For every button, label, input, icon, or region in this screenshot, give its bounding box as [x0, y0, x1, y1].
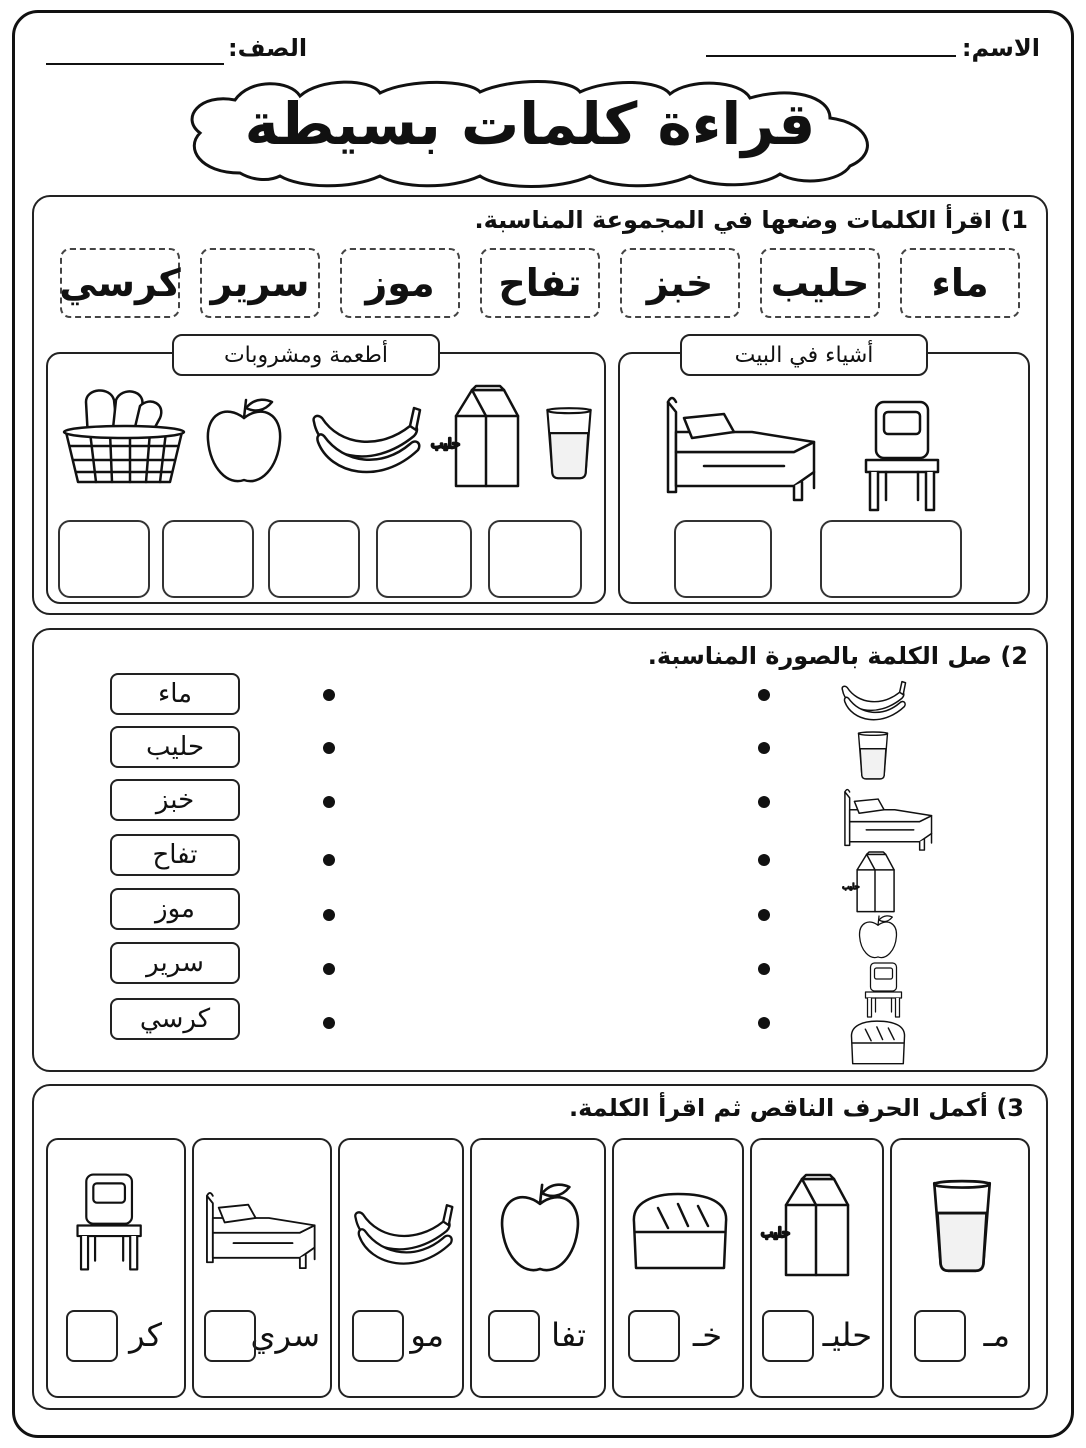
apple-icon [498, 1180, 582, 1276]
letter-box[interactable] [914, 1310, 966, 1362]
bed-icon [842, 786, 938, 856]
letter-box[interactable] [352, 1310, 404, 1362]
picture-dot[interactable] [758, 689, 770, 701]
drop-box-food-1[interactable] [58, 520, 150, 598]
word-dot[interactable] [323, 909, 335, 921]
match-word-milk[interactable]: حليب [110, 726, 240, 768]
q1-instruction: 1) اقرأ الكلمات وضعها في المجموعة المناسبة. [474, 206, 1028, 234]
word-card-milk[interactable]: حليب [760, 248, 880, 318]
word-dot[interactable] [323, 1017, 335, 1029]
letter-box[interactable] [488, 1310, 540, 1362]
word-card-water[interactable]: ماء [900, 248, 1020, 318]
match-word-banana[interactable]: موز [110, 888, 240, 930]
q3-card-bed [192, 1138, 332, 1398]
name-line[interactable] [706, 55, 956, 57]
word-fragment: حليـ [822, 1316, 872, 1354]
bed-icon [664, 392, 824, 510]
word-card-chair[interactable]: كرسي [60, 248, 180, 318]
drop-box-food-2[interactable] [162, 520, 254, 598]
q3-card-water [890, 1138, 1030, 1398]
picture-dot[interactable] [758, 796, 770, 808]
drop-box-home-2[interactable] [820, 520, 962, 598]
word-fragment: مو [410, 1316, 444, 1354]
bread-basket-icon [66, 392, 184, 488]
letter-box[interactable] [762, 1310, 814, 1362]
picture-dot[interactable] [758, 1017, 770, 1029]
picture-dot[interactable] [758, 742, 770, 754]
q3-card-chair [46, 1138, 186, 1398]
word-dot[interactable] [323, 796, 335, 808]
name-label: الاسم: [961, 34, 1040, 62]
water-glass-icon [544, 404, 594, 484]
q3-card-apple [470, 1138, 606, 1398]
q3-card-milk [750, 1138, 884, 1398]
apple-icon [204, 396, 284, 486]
q3-card-bread [612, 1138, 744, 1398]
bread-icon [840, 1020, 916, 1066]
word-fragment: مـ [983, 1316, 1010, 1354]
drop-box-food-5[interactable] [488, 520, 582, 598]
bread-icon [628, 1192, 732, 1272]
milk-carton-icon [782, 1172, 850, 1282]
drop-box-home-1[interactable] [674, 520, 772, 598]
word-card-bread[interactable]: خبز [620, 248, 740, 318]
word-fragment: كر [129, 1316, 162, 1354]
drop-box-food-3[interactable] [268, 520, 360, 598]
match-word-apple[interactable]: تفاح [110, 834, 240, 876]
word-dot[interactable] [323, 963, 335, 975]
word-card-banana[interactable]: موز [340, 248, 460, 318]
water-glass-icon [856, 732, 890, 780]
apple-icon [855, 914, 901, 960]
page-title: قراءة كلمات بسيطة [244, 90, 816, 158]
chair-icon [74, 1166, 146, 1278]
picture-dot[interactable] [758, 909, 770, 921]
letter-box[interactable] [66, 1310, 118, 1362]
picture-dot[interactable] [758, 963, 770, 975]
class-line[interactable] [46, 63, 224, 65]
chair-icon [862, 400, 944, 512]
match-word-bed[interactable]: سرير [110, 942, 240, 984]
banana-icon [352, 1196, 456, 1280]
milk-carton-icon [854, 852, 896, 914]
bed-icon [204, 1188, 322, 1276]
word-dot[interactable] [323, 854, 335, 866]
match-word-water[interactable]: ماء [110, 673, 240, 715]
match-word-bread[interactable]: خبز [110, 779, 240, 821]
water-glass-icon [930, 1174, 994, 1280]
q3-instruction: 3) أكمل الحرف الناقص ثم اقرأ الكلمة. [568, 1094, 1024, 1122]
q2-instruction: 2) صل الكلمة بالصورة المناسبة. [647, 642, 1028, 670]
group-home-label: أشياء في البيت [680, 334, 928, 376]
letter-box[interactable] [204, 1310, 256, 1362]
banana-icon [310, 402, 424, 486]
word-card-bed[interactable]: سرير [200, 248, 320, 318]
word-card-apple[interactable]: تفاح [480, 248, 600, 318]
word-dot[interactable] [323, 689, 335, 701]
picture-dot[interactable] [758, 854, 770, 866]
match-word-chair[interactable]: كرسي [110, 998, 240, 1040]
group-food-label: أطعمة ومشروبات [172, 334, 440, 376]
class-label: الصف: [228, 34, 308, 62]
banana-icon [840, 678, 908, 728]
word-fragment: خـ [692, 1316, 722, 1354]
word-fragment: تفا [551, 1316, 586, 1354]
title-cloud [180, 78, 880, 188]
letter-box[interactable] [628, 1310, 680, 1362]
chair-icon [860, 962, 908, 1018]
q3-card-banana [338, 1138, 464, 1398]
milk-carton-icon [452, 386, 520, 490]
drop-box-food-4[interactable] [376, 520, 472, 598]
word-dot[interactable] [323, 742, 335, 754]
word-fragment: سري [250, 1316, 320, 1354]
